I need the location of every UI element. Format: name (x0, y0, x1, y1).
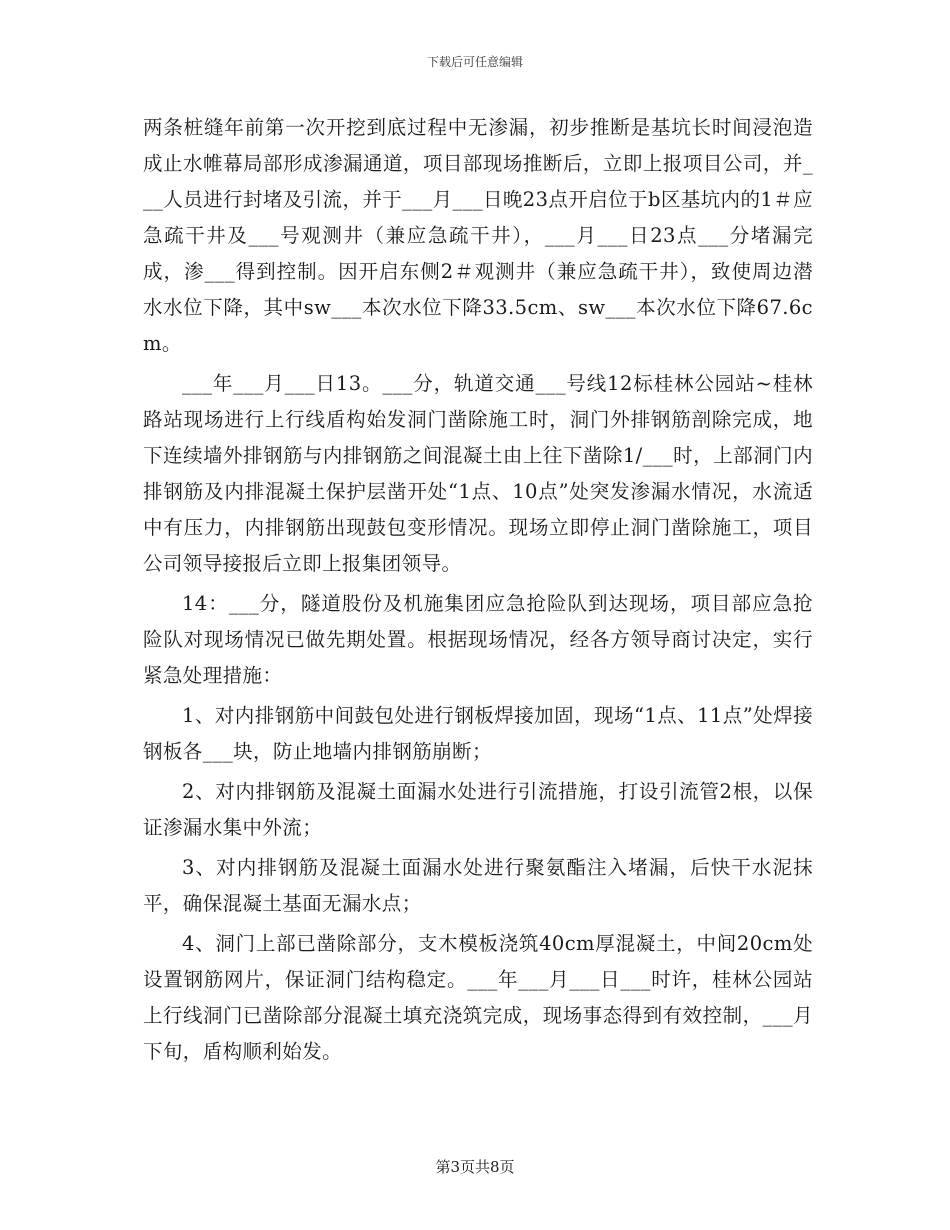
page-number: 第3页共8页 (435, 1158, 515, 1176)
list-item-1: 1、对内排钢筋中间鼓包处进行钢板焊接加固，现场“1点、11点”处焊接钢板各___块，防止地墙内排钢筋崩断； (143, 704, 813, 763)
list-item-4: 4、洞门上部已凿除部分，支木模板浇筑40cm厚混凝土，中间20cm处设置钢筋网片，保证洞门结构稳定。___年___月___日___时许，桂林公园站上行线洞门已凿除部分混凝土填充浇筑完成，现场事态得到有效控制，___月下旬，盾构顺利始发。 (143, 932, 813, 1063)
paragraph-2: ___年___月___日13。___分，轨道交通___号线12标桂林公园站~桂林路站现场进行上行线盾构始发洞门凿除施工时，洞门外排钢筋剖除完成，地下连续墙外排钢筋与内排钢筋之间混凝土由上往下凿除1/___时，上部洞门内排钢筋及内排混凝土保护层凿开处“1点、10点”处突发渗漏水情况，水流适中有压力，内排钢筋出现鼓包变形情况。现场立即停止洞门凿除施工，项目公司领导接报后立即上报集团领导。 (143, 372, 813, 575)
paragraph-3: 14：___分，隧道股份及机施集团应急抢险队到达现场，项目部应急抢险队对现场情况已做先期处置。根据现场情况，经各方领导商讨决定，实行紧急处理措施： (143, 592, 813, 687)
document-body (143, 110, 813, 1074)
page-header: 下载后可任意编辑 (426, 55, 523, 69)
list-item-3: 3、对内排钢筋及混凝土面漏水处进行聚氨酯注入堵漏，后快干水泥抹平，确保混凝土基面无漏水点； (143, 856, 813, 915)
list-item-2: 2、对内排钢筋及混凝土面漏水处进行引流措施，打设引流管2根，以保证渗漏水集中外流； (143, 780, 813, 839)
paragraph-1: 两条桩缝年前第一次开挖到底过程中无渗漏，初步推断是基坑长时间浸泡造成止水帷幕局部形成渗漏通道，项目部现场推断后，立即上报项目公司，并___人员进行封堵及引流，并于___月___日晚23点开启位于b区基坑内的1＃应急疏干井及___号观测井（兼应急疏干井），___月___日23点___分堵漏完成，渗___得到控制。因开启东侧2＃观测井（兼应急疏干井），致使周边潜水水位下降，其中sw___本次水位下降33.5cm、sw___本次水位下降67.6cm。 (143, 116, 813, 355)
